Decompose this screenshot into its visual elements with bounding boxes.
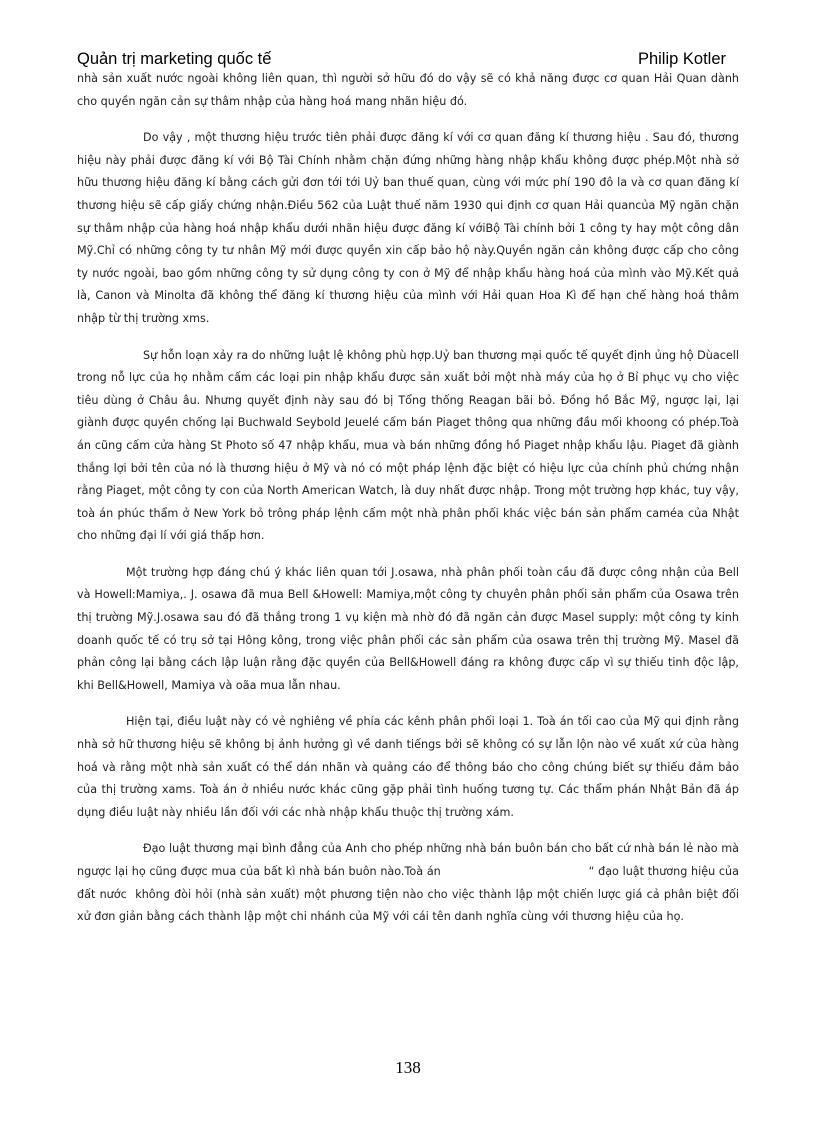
page-number: 138	[395, 1058, 421, 1077]
book-title: Quản trị marketing quốc tế	[77, 50, 272, 68]
paragraph-trademark-registration: Do vậy , một thương hiệu trước tiên phải được đăng kí với cơ quan đăng kí thương hiệu . Sau đó, thương hiệu này phải được đăng kí với Bộ Tài Chính nhằm chặn đứng những hàng nhập khẩu không được phép.Một nhà sở hữu thương hiệu đăng kí bằng cách gửi đơn tới tới Uỷ ban thuế quan, cùng với mức phí 190 đô la và cơ quan đăng kí thương hiệu sẽ cấp giấy chứng nhận.Điều 562 của Luật thuế năm 1930 qui định cơ quan Hải quancủa Mỹ ngăn chặn sự thâm nhập của hàng hoá nhập khẩu dưới nhãn hiệu được đăng kí vớiBộ Tài chính bởi 1 công ty hay một công dân Mỹ.Chỉ có những công ty tư nhân Mỹ mới được quyền xin cấp bảo hộ này.Quyền ngăn cản không được cấp cho công ty nước ngoài, bao gồm những công ty sử dụng công ty con ở Mỹ để nhập khẩu hàng hoá của mình vào Mỹ.Kết quả là, Canon và Minolta đã không thể đăng kí thương hiệu của mình với Hải quan Hoa Kì để hạn chế hàng hoá thâm nhập từ thị trường xms.	[77, 131, 739, 325]
paragraph-uk-fair-trade: Đạo luật thương mại bình đẳng của Anh cho phép những nhà bán buôn bán cho bất cứ nhà bán lẻ nào mà ngược lại họ cũng được mua của bất kì nhà bán buôn nào.Toà án “ đạo luật thương hiệu của đất nước không đòi hỏi (nhà sản xuất) một phương tiện nào cho việc thành lập một chiến lược giá cả phân biệt đối xử đơn giản bằng cách thành lập một chi nhánh của Mỹ với cái tên danh nghĩa cùng với thương hiệu của họ.	[77, 842, 743, 924]
paragraph-osawa-case: Một trường hợp đáng chú ý khác liên quan tới J.osawa, nhà phân phối toàn cầu đã được công nhận của Bell và Howell:Mamiya,. J. osawa đã mua Bell &Howell: Mamiya,một công ty chuyên phân phối sản phẩm của Osawa trên thị trường Mỹ.J.osawa sau đó đã thắng trong 1 vụ kiện mà nhờ đó đã ngăn cản được Masel supply: một công ty kinh doanh quốc tế có trụ sở tại Hông kông, trong việc phân phối các sản phẩm của osawa trên thị trường Mỹ. Masel đã phản công lại bằng cách lập luận rằng đặc quyền của Bell&Howell đáng ra không được cấp vì sự thiếu tinh độc lập, khi Bell&Howell, Mamiya và oãa mua lẫn nhau.	[77, 565, 739, 692]
body-text	[77, 68, 743, 943]
author-name: Philip Kotler	[637, 50, 726, 68]
paragraph-continuation: nhà sản xuất nước ngoài không liên quan, thì người sở hữu đó do vậy sẽ có khả năng được cơ quan Hải Quan dành cho quyền ngăn cản sự thâm nhập của hàng hoá mang nhãn hiệu đó.	[77, 72, 739, 108]
paragraph-conflicting-laws: Sự hỗn loạn xảy ra do những luật lệ không phù hợp.Uỷ ban thương mại quốc tế quyết định ủng hộ Dùacell trong nỗ lực của họ nhằm cấm các loại pin nhập khẩu được sản xuất bởi một nhà máy của họ ở Bỉ phục vụ cho việc tiêu dùng ở Châu âu. Nhưng quyết định này sau đó bị Tổng thống Reagan bãi bỏ. Đồng hồ Bắc Mỹ, ngược lại, lại giành được quyền chống lại Buchwald Seybold Jeuelé cấm bán Piaget thông qua những đầu mối khoong có phép.Toà án cũng cấm cửa hàng St Photo số 47 nhập khẩu, mua và bán những đồng hồ Piaget nhập khẩu lậu. Piaget đã giành thắng lợi bởi tên của nó là thương hiệu ở Mỹ và nó có một pháp lệnh đặc biệt có hiệu lực của chính phủ chứng nhận rằng Piaget, một công ty con của North American Watch, là duy nhất được nhập. Trong một trường hợp khác, tuy vậy, toà án phúc thẩm ở New York bỏ trông pháp lệnh cấm một nhà phân phối khác việc bán sản phẩm caméa của Nhật cho những đại lí với giá thấp hơn.	[77, 348, 739, 543]
paragraph-current-law: Hiện tại, điều luật này có vẻ nghiêng về phía các kênh phân phối loại 1. Toà án tối cao của Mỹ qui định rằng nhà sở hữ thương hiệu sẽ không bị ảnh hưởng gì về danh tiếngs bởi sẽ không có sự lẫn lộn nào về xuất xứ của hàng hoá và rằng một nhà sản xuất có thể dán nhãn và quảng cáo để thông báo cho công chúng biết sự thiếu đảm bảo của thị trường xams. Toà án ở nhiều nước khác cũng gặp phải tình huống tương tự. Các thẩm phán Nhật Bản đã áp dụng điều luật này nhiều lần đối với các nhà nhập khẩu thuộc thị trường xám.	[77, 715, 739, 819]
